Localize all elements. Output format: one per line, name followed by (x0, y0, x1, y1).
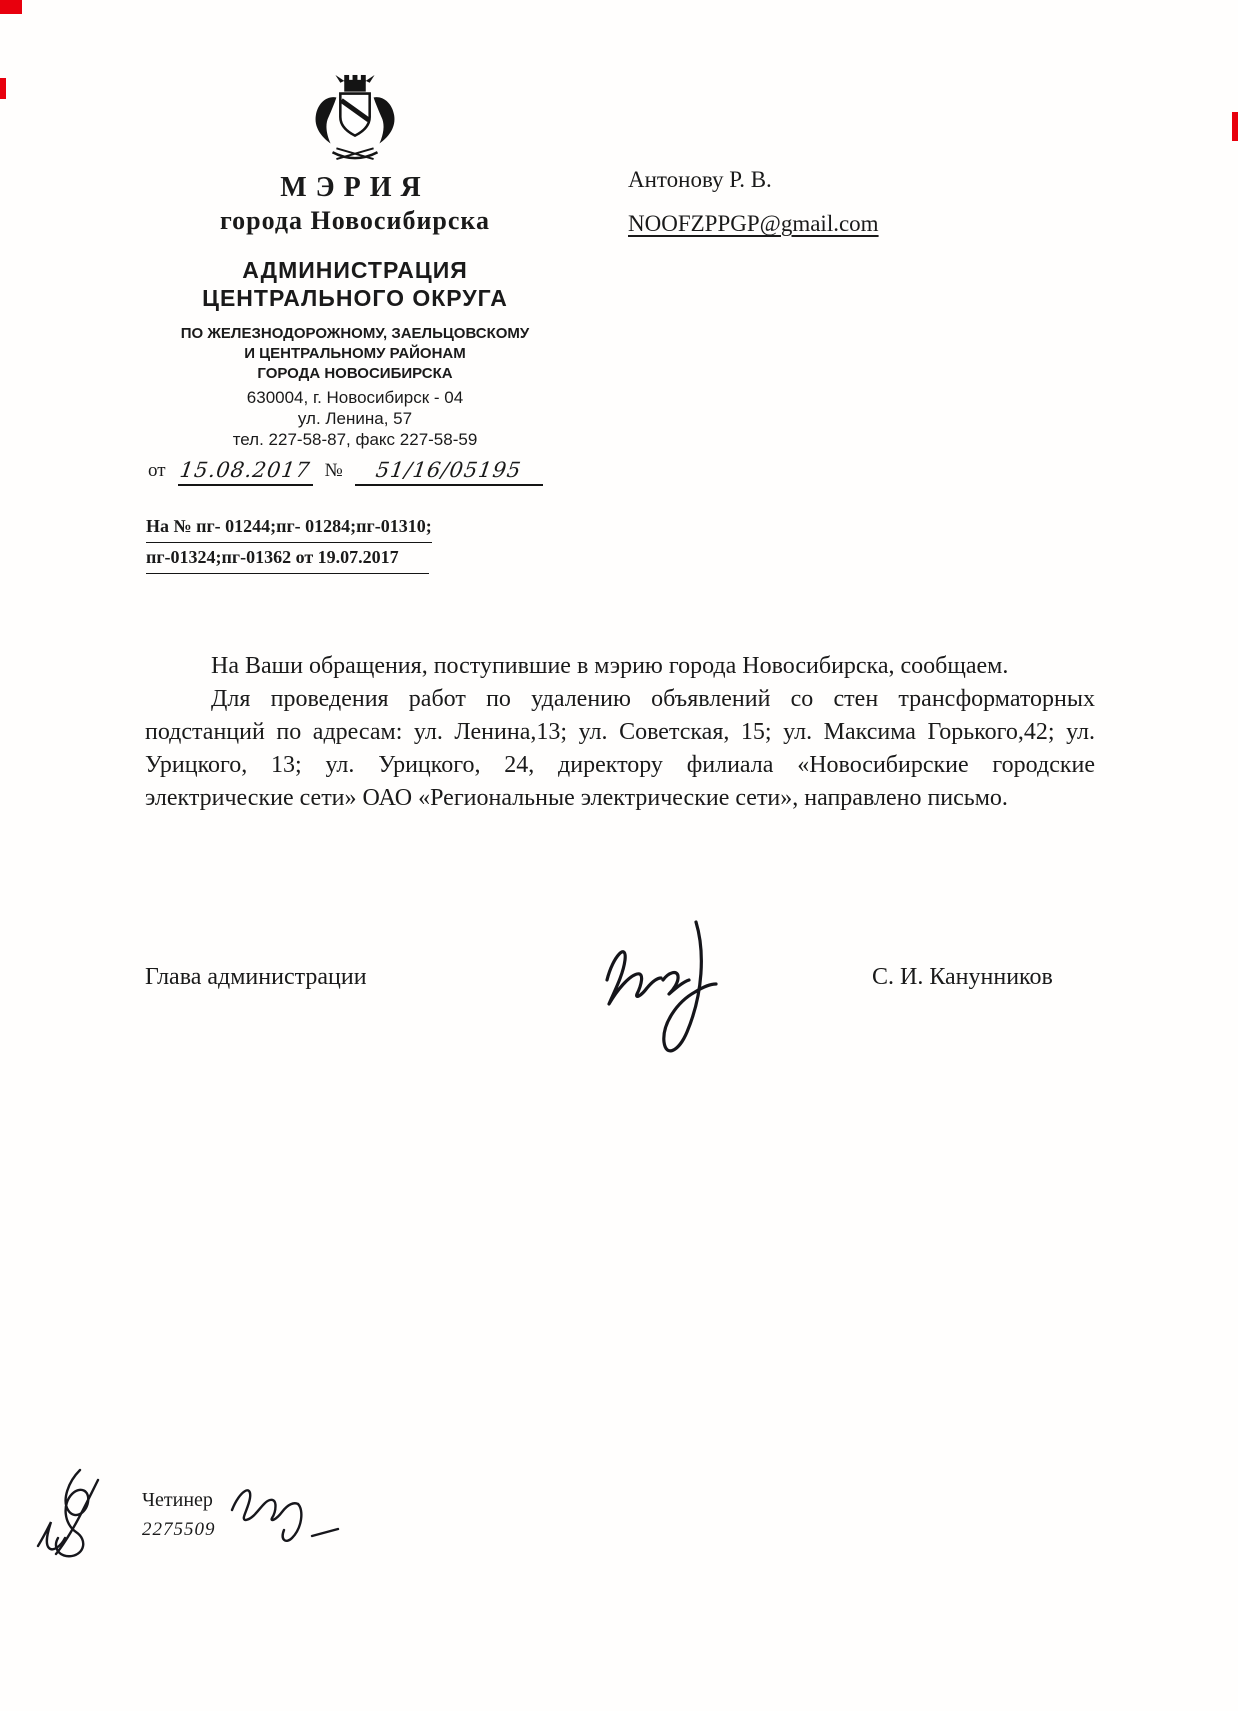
scan-artifact-left-edge (0, 78, 6, 99)
executor-phone: 2275509 (142, 1519, 216, 1540)
scan-artifact-right-edge (1232, 112, 1238, 141)
ref-from-label: от (148, 460, 166, 481)
ref-number-field (355, 458, 543, 486)
districts-line1: ПО ЖЕЛЕЗНОДОРОЖНОМУ, ЗАЕЛЬЦОВСКОМУ (180, 325, 530, 342)
handwritten-scribble-right-icon (224, 1474, 349, 1559)
letter-body (145, 650, 1095, 815)
outgoing-reference-line (148, 458, 555, 486)
incoming-ref-line2: пг-01324;пг-01362 от 19.07.2017 (146, 543, 429, 574)
novosibirsk-coat-of-arms-icon (301, 74, 409, 164)
districts-line3: ГОРОДА НОВОСИБИРСКА (257, 365, 453, 382)
org-name-line1: МЭРИЯ (280, 172, 430, 203)
body-paragraph-2: Для проведения работ по удалению объявлений со стен трансформаторных подстанций по адресам: ул. Ленина,13; ул. Советская, 15; ул. Максима Горького,42; ул. Урицкого, 13; ул. Урицкого, 24, директору филиала «Новосибирские городские электрические сети» ОАО «Региональные электрические сети», направлено письмо. (145, 686, 1095, 811)
ref-number-label: № (324, 460, 343, 481)
incoming-reference-block (146, 512, 432, 574)
executor-block (142, 1488, 216, 1541)
body-paragraph-1: На Ваши обращения, поступившие в мэрию города Новосибирска, сообщаем. (211, 653, 1009, 679)
scan-artifact-top-left (0, 0, 22, 14)
ref-date-field (178, 458, 313, 486)
recipient-block (628, 166, 879, 238)
org-name-line2: города Новосибирска (219, 206, 491, 235)
admin-line2: ЦЕНТРАЛЬНОГО ОКРУГА (202, 285, 508, 311)
recipient-name: Антонову Р. В. (628, 167, 772, 192)
handwritten-signature-icon (583, 916, 758, 1076)
postal-address-line: 630004, г. Новосибирск - 04 (246, 388, 464, 407)
handwritten-scribble-left-icon (28, 1452, 133, 1570)
signer-position-title: Глава администрации (145, 964, 367, 990)
phone-fax-line: тел. 227-58-87, факс 227-58-59 (232, 430, 478, 449)
ref-number-handwritten: 51/16/05195 (374, 458, 524, 482)
admin-line1: АДМИНИСТРАЦИЯ (242, 257, 468, 283)
districts-line2: И ЦЕНТРАЛЬНОМУ РАЙОНАМ (244, 345, 466, 362)
ref-date-handwritten: 15.08.2017 (178, 458, 312, 482)
executor-name: Четинер (142, 1489, 213, 1511)
signer-name: С. И. Канунников (872, 964, 1053, 990)
recipient-email: NOOFZPPGP@gmail.com (628, 211, 879, 236)
letterhead (150, 74, 560, 450)
incoming-ref-line1: На № пг- 01244;пг- 01284;пг-01310; (146, 512, 432, 543)
street-address-line: ул. Ленина, 57 (297, 409, 413, 428)
